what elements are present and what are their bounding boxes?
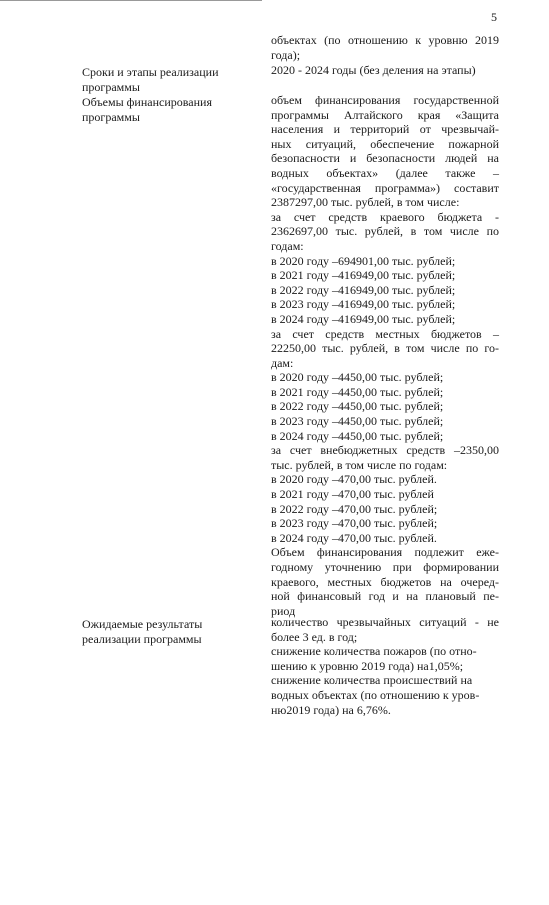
text-line: водных объектах (по отношению к уров- (271, 687, 480, 702)
results-value (271, 615, 499, 717)
text-line: за счет средств местных бюджетов – (271, 326, 499, 341)
text-line: объектах (по отношению к уровню 2019 (271, 33, 499, 47)
text-line: ной финансовый год и на плановый пе- (271, 589, 499, 604)
text-line: населения и территорий от чрезвычай- (271, 122, 499, 137)
terms-value (271, 63, 499, 78)
text-line: 2020 - 2024 годы (без деления на этапы) (271, 63, 476, 77)
text-line: ню2019 года) на 6,76%. (271, 702, 391, 717)
text-line: 22250,00 тыс. рублей, в том числе по го- (271, 341, 499, 356)
text-line: года); (271, 47, 301, 62)
text-line: 2362697,00 тыс. рублей, в том числе по (271, 224, 499, 239)
text-line: количество чрезвычайных ситуаций - не (271, 615, 499, 629)
text-line: водных объектах» (далее также – (271, 165, 499, 180)
top-rule (0, 0, 262, 1)
text-line: объем финансирования государственной (271, 93, 499, 107)
text-line: более 3 ед. в год; (271, 629, 358, 644)
continuation-value (271, 33, 499, 62)
text-line: 2387297,00 тыс. рублей, в том числе: (271, 195, 460, 210)
text-line: ных ситуаций, обеспечение пожарной (271, 136, 499, 151)
financing-label (82, 95, 257, 124)
text-line: годному уточнению при формировании (271, 560, 499, 574)
text-line: в 2024 году –4450,00 тыс. рублей; (271, 428, 444, 443)
text-line: тыс. рублей, в том числе по годам: (271, 457, 448, 472)
text-line: снижение количества пожаров (по отно- (271, 644, 477, 659)
results-label (82, 617, 257, 646)
text-line: в 2021 году –470,00 тыс. рублей (271, 487, 434, 502)
text-line: в 2023 году –4450,00 тыс. рублей; (271, 414, 444, 429)
text-line: за счет средств краевого бюджета - (271, 209, 499, 224)
text-line: краевого, местных бюджетов на очеред- (271, 574, 499, 589)
label-line: программы (82, 79, 140, 94)
text-line: в 2020 году –4450,00 тыс. рублей; (271, 370, 444, 385)
financing-value (271, 93, 499, 618)
text-line: в 2021 году –4450,00 тыс. рублей; (271, 384, 444, 399)
text-line: за счет внебюджетных средств –2350,00 (271, 443, 499, 458)
page-number: 5 (491, 10, 497, 24)
label-line: реализации программы (82, 631, 202, 646)
text-line: в 2023 году –416949,00 тыс. рублей; (271, 297, 456, 312)
label-line: Сроки и этапы реализации (82, 65, 219, 79)
text-line: в 2021 году –416949,00 тыс. рублей; (271, 268, 456, 283)
text-line: в 2024 году –416949,00 тыс. рублей; (271, 311, 456, 326)
text-line: в 2024 году –470,00 тыс. рублей. (271, 530, 437, 545)
label-line: Ожидаемые результаты (82, 617, 203, 631)
text-line: шению к уровню 2019 года) на1,05%; (271, 658, 464, 673)
text-line: в 2020 году –470,00 тыс. рублей. (271, 472, 437, 487)
text-line: риод (271, 603, 296, 618)
text-line: в 2022 году –4450,00 тыс. рублей; (271, 399, 444, 414)
text-line: в 2022 году –470,00 тыс. рублей; (271, 501, 438, 516)
text-line: безопасности и безопасности людей на (271, 151, 499, 166)
text-line: дам: (271, 355, 294, 370)
terms-label (82, 65, 257, 94)
text-line: в 2022 году –416949,00 тыс. рублей; (271, 282, 456, 297)
text-line: в 2020 году –694901,00 тыс. рублей; (271, 253, 456, 268)
text-line: годам: (271, 238, 304, 253)
text-line: «государственная программа») составит (271, 180, 499, 195)
text-line: Объем финансирования подлежит еже- (271, 545, 499, 560)
text-line: снижение количества происшествий на (271, 673, 473, 688)
text-line: в 2023 году –470,00 тыс. рублей; (271, 516, 438, 531)
text-line: программы Алтайского края «Защита (271, 107, 499, 122)
label-line: Объемы финансирования (82, 95, 212, 109)
label-line: программы (82, 109, 140, 124)
